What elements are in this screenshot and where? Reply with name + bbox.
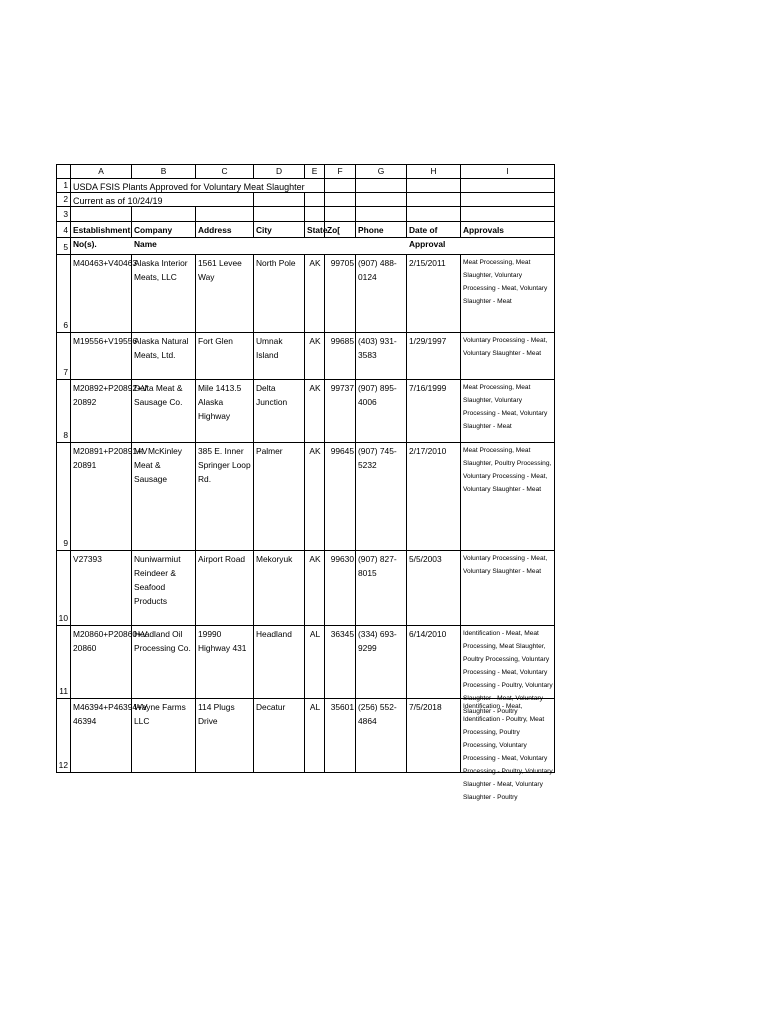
header-approvals[interactable]: Approvals xyxy=(461,222,555,238)
date-cell[interactable]: 5/5/2003 xyxy=(407,551,461,626)
empty-cell[interactable] xyxy=(356,193,407,207)
header-date-of-approval[interactable]: Date of Approval xyxy=(407,222,461,238)
city-cell[interactable]: Mekoryuk xyxy=(254,551,305,626)
empty-cell[interactable] xyxy=(196,193,254,207)
sheet-title[interactable]: USDA FSIS Plants Approved for Voluntary Meat Slaughter xyxy=(71,179,306,193)
address-cell[interactable]: Mile 1413.5 Alaska Highway xyxy=(196,380,254,443)
header-city[interactable]: City xyxy=(254,222,305,238)
current-as-of[interactable]: Current as of 10/24/19 xyxy=(71,193,196,207)
row-number-12[interactable]: 12 xyxy=(57,699,71,773)
state-cell[interactable]: AK xyxy=(305,255,325,333)
empty-cell[interactable] xyxy=(407,207,461,222)
column-header-g[interactable]: G xyxy=(356,165,407,179)
row-number-1[interactable]: 1 xyxy=(57,179,71,193)
state-cell[interactable]: AL xyxy=(305,626,325,699)
address-cell[interactable]: 19990 Highway 431 xyxy=(196,626,254,699)
row-number-7[interactable]: 7 xyxy=(57,333,71,380)
row-number-5[interactable]: 5 xyxy=(57,238,71,255)
empty-cell[interactable] xyxy=(132,207,196,222)
empty-cell[interactable] xyxy=(71,238,555,255)
address-cell[interactable]: 114 Plugs Drive xyxy=(196,699,254,773)
phone-cell[interactable]: (334) 693-9299 xyxy=(356,626,407,699)
address-cell[interactable]: Airport Road xyxy=(196,551,254,626)
header-company[interactable]: Company Name xyxy=(132,222,196,238)
phone-cell[interactable]: (907) 827-8015 xyxy=(356,551,407,626)
approvals-cell[interactable]: Voluntary Processing - Meat, Voluntary Slaughter - Meat xyxy=(461,333,555,380)
column-header-f[interactable]: F xyxy=(325,165,356,179)
empty-cell[interactable] xyxy=(305,193,325,207)
date-cell[interactable]: 2/17/2010 xyxy=(407,443,461,551)
address-cell[interactable]: 1561 Levee Way xyxy=(196,255,254,333)
state-cell[interactable]: AK xyxy=(305,380,325,443)
state-cell[interactable]: AK xyxy=(305,333,325,380)
date-cell[interactable]: 7/16/1999 xyxy=(407,380,461,443)
company-cell[interactable]: Alaska Interior Meats, LLC xyxy=(132,255,196,333)
approvals-cell[interactable]: Identification - Meat, Meat Processing, Meat Slaughter, Poultry Processing, Voluntary Processing - Meat, Voluntary Processing - Poultry, Voluntary Slaughter - Meat, Voluntary Slaughter - Poultry xyxy=(461,626,555,699)
row-number-2[interactable]: 2 xyxy=(57,193,71,207)
approvals-cell[interactable]: Meat Processing, Meat Slaughter, Voluntary Processing - Meat, Voluntary Slaughter - Meat xyxy=(461,255,555,333)
approvals-cell[interactable]: Meat Processing, Meat Slaughter, Poultry Processing, Voluntary Processing - Meat, Voluntary Slaughter - Meat xyxy=(461,443,555,551)
establishment-cell[interactable]: V27393 xyxy=(71,551,132,626)
company-cell[interactable]: Headland Oil Processing Co. xyxy=(132,626,196,699)
zip-cell[interactable]: 35601 xyxy=(325,699,356,773)
header-address[interactable]: Address xyxy=(196,222,254,238)
column-header-b[interactable]: B xyxy=(132,165,196,179)
empty-cell[interactable] xyxy=(356,179,407,193)
zip-cell[interactable]: 36345 xyxy=(325,626,356,699)
row-number-9[interactable]: 9 xyxy=(57,443,71,551)
header-zip[interactable]: Zo[ xyxy=(325,222,356,238)
spreadsheet xyxy=(56,164,555,801)
establishment-cell[interactable]: M19556+V19556 xyxy=(71,333,132,380)
city-cell[interactable]: Delta Junction xyxy=(254,380,305,443)
column-header-d[interactable]: D xyxy=(254,165,305,179)
state-cell[interactable]: AK xyxy=(305,551,325,626)
date-cell[interactable]: 6/14/2010 xyxy=(407,626,461,699)
city-cell[interactable]: Palmer xyxy=(254,443,305,551)
address-cell[interactable]: Fort Glen xyxy=(196,333,254,380)
column-header-e[interactable]: E xyxy=(305,165,325,179)
approvals-cell[interactable]: Voluntary Processing - Meat, Voluntary Slaughter - Meat xyxy=(461,551,555,626)
empty-cell[interactable] xyxy=(325,193,356,207)
empty-cell[interactable] xyxy=(71,207,132,222)
header-phone[interactable]: Phone xyxy=(356,222,407,238)
empty-cell[interactable] xyxy=(325,179,356,193)
city-cell[interactable]: North Pole xyxy=(254,255,305,333)
state-cell[interactable]: AL xyxy=(305,699,325,773)
address-cell[interactable]: 385 E. Inner Springer Loop Rd. xyxy=(196,443,254,551)
zip-cell[interactable]: 99645 xyxy=(325,443,356,551)
company-cell[interactable]: Alaska Natural Meats, Ltd. xyxy=(132,333,196,380)
phone-cell[interactable]: (403) 931-3583 xyxy=(356,333,407,380)
zip-cell[interactable]: 99737 xyxy=(325,380,356,443)
empty-cell[interactable] xyxy=(305,207,325,222)
column-header-a[interactable]: A xyxy=(71,165,132,179)
empty-cell[interactable] xyxy=(356,207,407,222)
row-number-10[interactable]: 10 xyxy=(57,551,71,626)
zip-cell[interactable]: 99705 xyxy=(325,255,356,333)
empty-cell[interactable] xyxy=(325,207,356,222)
zip-cell[interactable]: 99685 xyxy=(325,333,356,380)
city-cell[interactable]: Umnak Island xyxy=(254,333,305,380)
establishment-cell[interactable]: M20892+P20892+V 20892 xyxy=(71,380,132,443)
city-cell[interactable]: Decatur xyxy=(254,699,305,773)
empty-cell[interactable] xyxy=(461,179,555,193)
company-cell[interactable]: Delta Meat & Sausage Co. xyxy=(132,380,196,443)
establishment-cell[interactable]: M20860+P20860+V 20860 xyxy=(71,626,132,699)
header-establishment[interactable]: Establishment No(s). xyxy=(71,222,132,238)
column-header-i[interactable]: I xyxy=(461,165,555,179)
establishment-cell[interactable]: M40463+V40463 xyxy=(71,255,132,333)
empty-cell[interactable] xyxy=(254,207,305,222)
row-number-6[interactable]: 6 xyxy=(57,255,71,333)
empty-cell[interactable] xyxy=(407,179,461,193)
approvals-cell[interactable]: Identification - Meat, Identification - Poultry, Meat Processing, Poultry Processing, Voluntary Processing - Meat, Voluntary Processing - Poultry, Voluntary Slaughter - Meat, Voluntary Slaughter - Poultry xyxy=(461,699,555,773)
city-cell[interactable]: Headland xyxy=(254,626,305,699)
company-cell[interactable]: Wayne Farms LLC xyxy=(132,699,196,773)
phone-cell[interactable]: (907) 745-5232 xyxy=(356,443,407,551)
phone-cell[interactable]: (907) 895-4006 xyxy=(356,380,407,443)
company-cell[interactable]: Nuniwarmiut Reindeer & Seafood Products xyxy=(132,551,196,626)
establishment-cell[interactable]: M46394+P46394+V 46394 xyxy=(71,699,132,773)
approvals-cell[interactable]: Meat Processing, Meat Slaughter, Voluntary Processing - Meat, Voluntary Slaughter - Meat xyxy=(461,380,555,443)
date-cell[interactable]: 1/29/1997 xyxy=(407,333,461,380)
zip-cell[interactable]: 99630 xyxy=(325,551,356,626)
company-cell[interactable]: Mt. McKinley Meat & Sausage xyxy=(132,443,196,551)
row-number-8[interactable]: 8 xyxy=(57,380,71,443)
row-number-11[interactable]: 11 xyxy=(57,626,71,699)
date-cell[interactable]: 7/5/2018 xyxy=(407,699,461,773)
establishment-cell[interactable]: M20891+P20891+V 20891 xyxy=(71,443,132,551)
column-header-c[interactable]: C xyxy=(196,165,254,179)
empty-cell[interactable] xyxy=(196,207,254,222)
empty-cell[interactable] xyxy=(461,207,555,222)
empty-cell[interactable] xyxy=(461,193,555,207)
empty-cell[interactable] xyxy=(407,193,461,207)
row-number-3[interactable]: 3 xyxy=(57,207,71,222)
column-header-h[interactable]: H xyxy=(407,165,461,179)
header-state[interactable]: State xyxy=(305,222,325,238)
phone-cell[interactable]: (256) 552-4864 xyxy=(356,699,407,773)
empty-cell[interactable] xyxy=(254,193,305,207)
date-cell[interactable]: 2/15/2011 xyxy=(407,255,461,333)
state-cell[interactable]: AK xyxy=(305,443,325,551)
corner-cell[interactable] xyxy=(57,165,71,179)
empty-cell[interactable] xyxy=(305,179,325,193)
phone-cell[interactable]: (907) 488-0124 xyxy=(356,255,407,333)
row-number-4[interactable]: 4 xyxy=(57,222,71,238)
